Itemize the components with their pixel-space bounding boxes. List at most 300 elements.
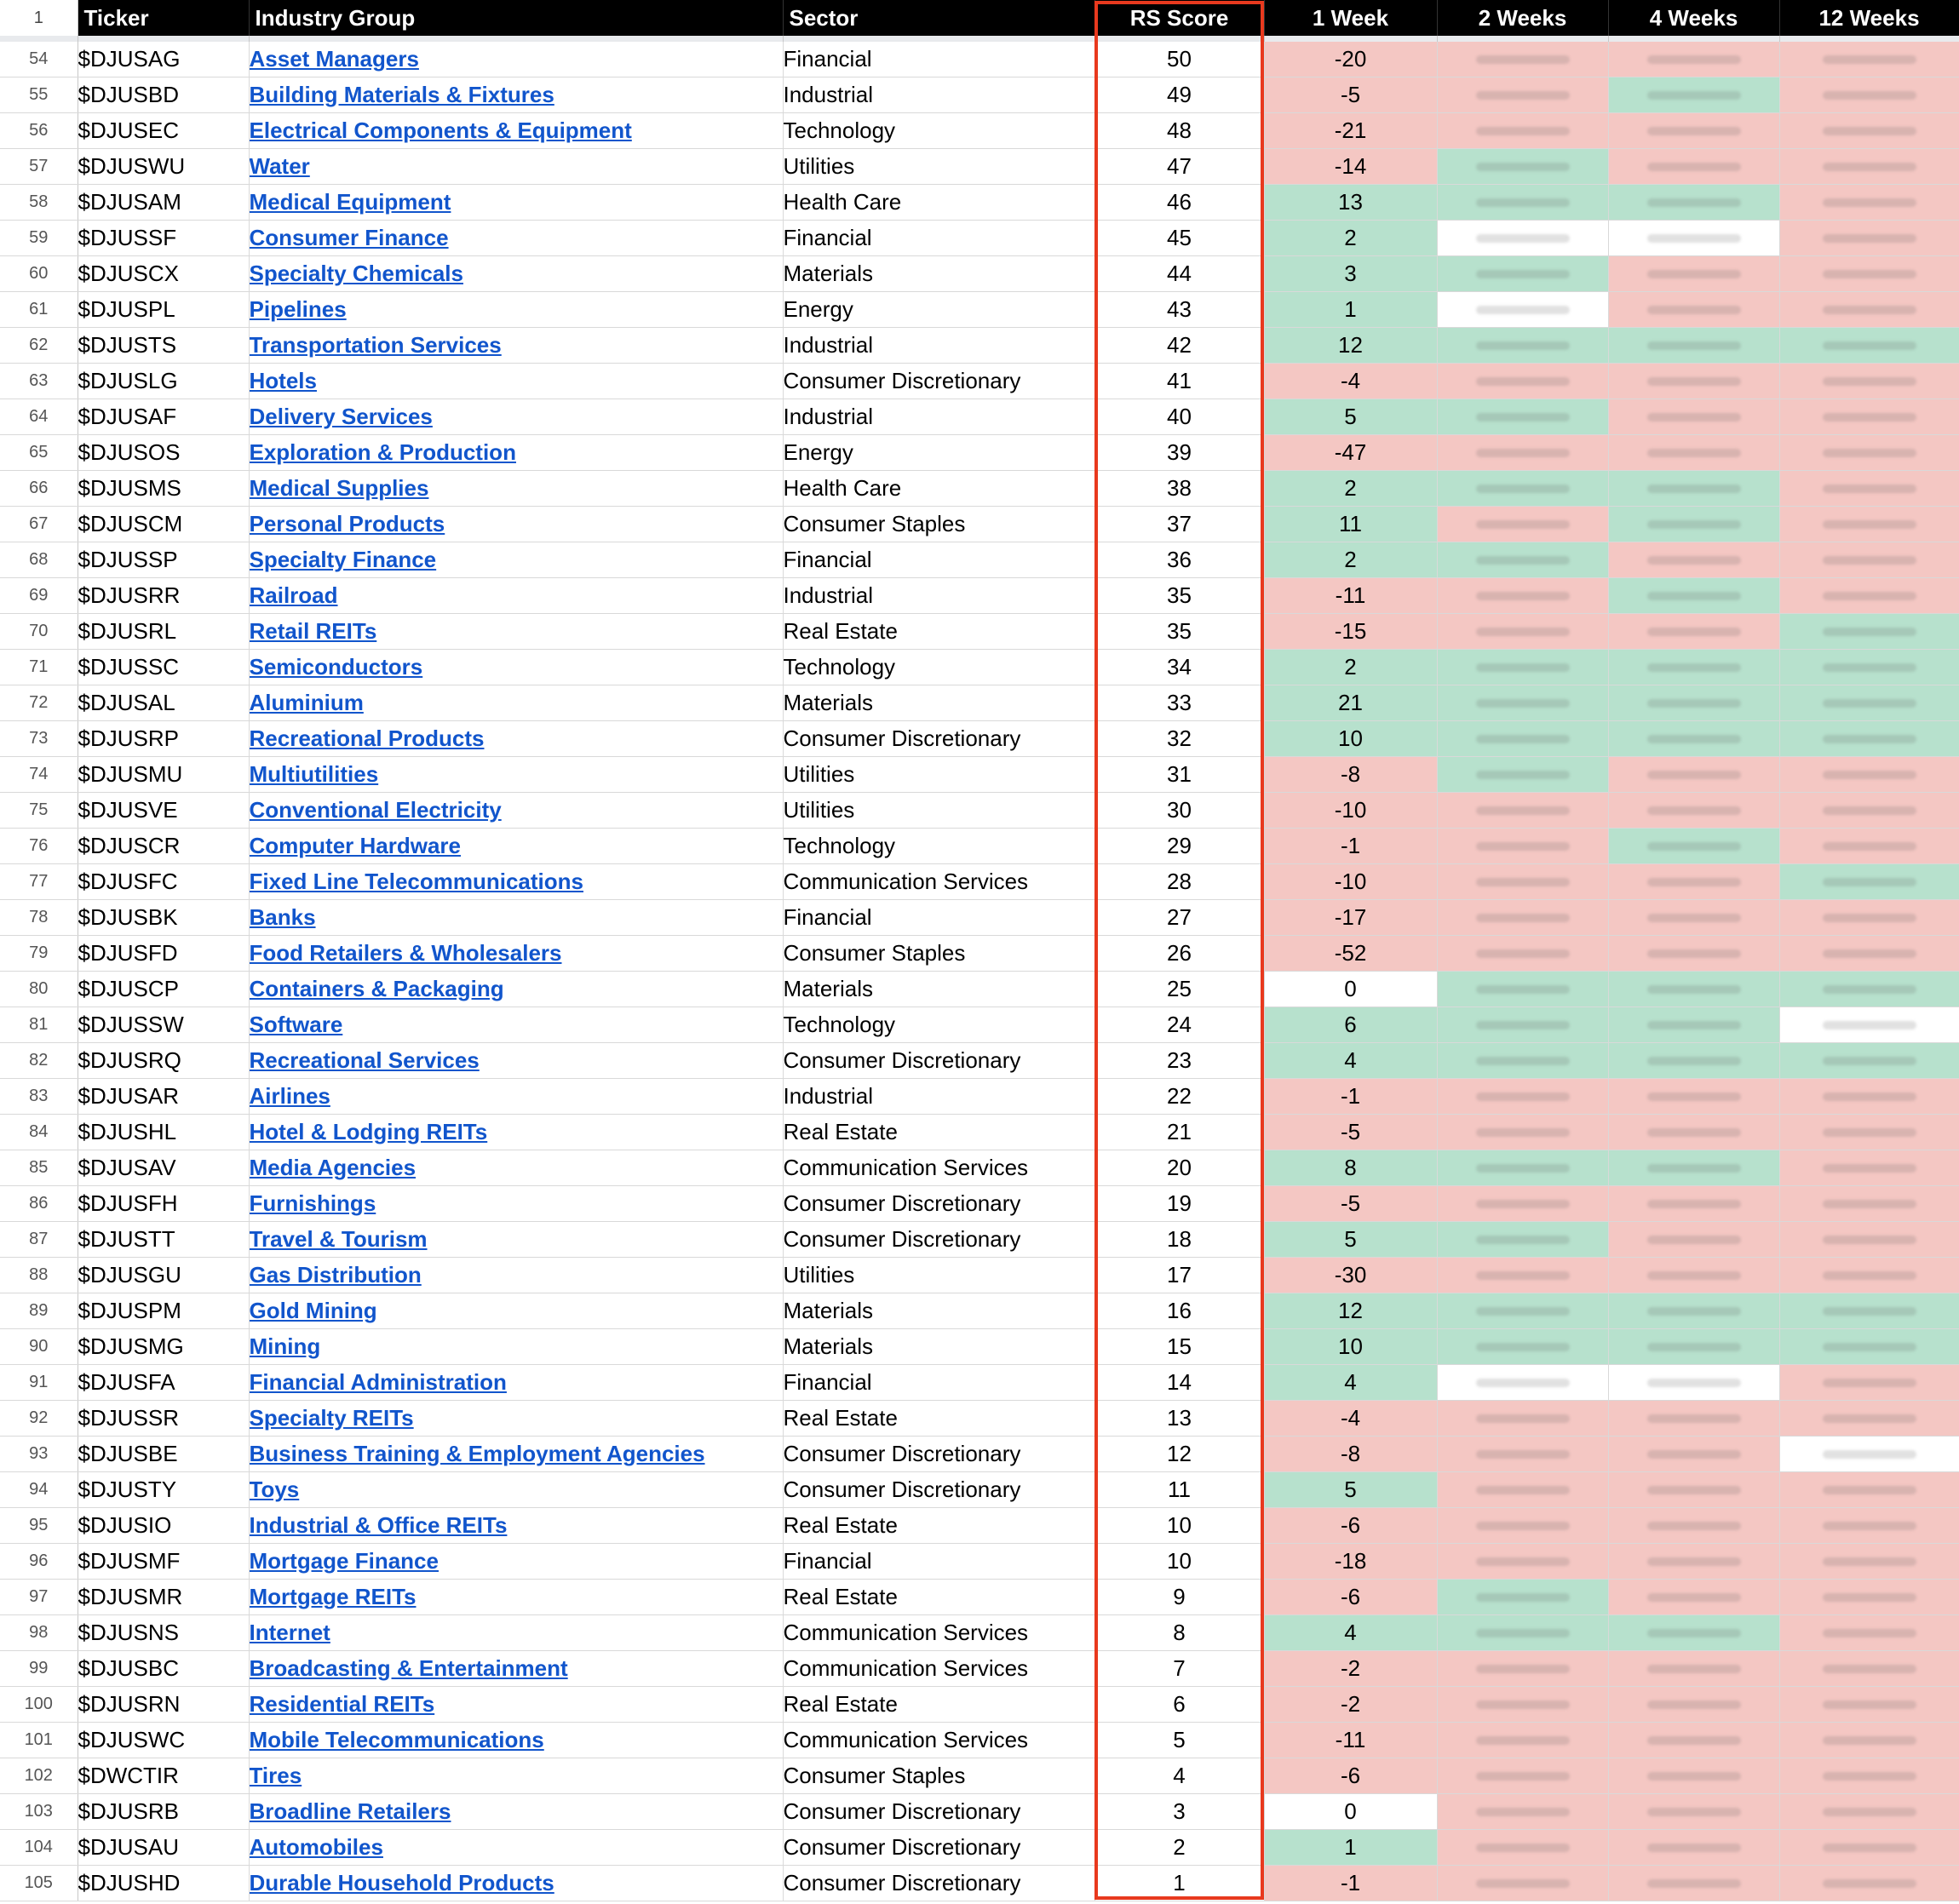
ticker-cell[interactable]: $DJUSTT <box>78 1222 249 1258</box>
ticker-cell[interactable]: $DJUSWU <box>78 149 249 185</box>
rs-score-cell[interactable]: 43 <box>1094 292 1264 328</box>
week-12-cell[interactable] <box>1779 1472 1959 1508</box>
sector-cell[interactable]: Communication Services <box>783 1615 1094 1651</box>
rs-score-cell[interactable]: 19 <box>1094 1186 1264 1222</box>
week-2-cell[interactable] <box>1437 1580 1608 1615</box>
industry-group-link[interactable]: Conventional Electricity <box>249 797 502 823</box>
week-12-cell[interactable] <box>1779 900 1959 936</box>
week-12-cell[interactable] <box>1779 471 1959 507</box>
industry-group-cell[interactable] <box>249 1615 783 1651</box>
week-1-cell[interactable]: 21 <box>1264 685 1437 721</box>
rs-score-cell[interactable]: 44 <box>1094 256 1264 292</box>
column-header-4-weeks[interactable]: 4 Weeks <box>1608 0 1779 36</box>
industry-group-link[interactable]: Broadcasting & Entertainment <box>249 1655 568 1681</box>
week-12-cell[interactable] <box>1779 1365 1959 1401</box>
ticker-cell[interactable]: $DJUSSP <box>78 542 249 578</box>
table-row[interactable] <box>0 793 1959 829</box>
week-4-cell[interactable] <box>1608 936 1779 972</box>
sector-cell[interactable]: Industrial <box>783 328 1094 364</box>
week-4-cell[interactable] <box>1608 757 1779 793</box>
ticker-cell[interactable]: $DJUSWC <box>78 1723 249 1758</box>
week-12-cell[interactable] <box>1779 685 1959 721</box>
ticker-cell[interactable]: $DJUSAG <box>78 42 249 77</box>
ticker-cell[interactable]: $DJUSMU <box>78 757 249 793</box>
ticker-cell[interactable]: $DJUSBE <box>78 1437 249 1472</box>
column-header-rs-score[interactable]: RS Score <box>1094 0 1264 36</box>
week-4-cell[interactable] <box>1608 614 1779 650</box>
week-2-cell[interactable] <box>1437 1007 1608 1043</box>
industry-group-link[interactable]: Specialty Chemicals <box>249 261 463 286</box>
rs-score-cell[interactable]: 32 <box>1094 721 1264 757</box>
week-1-cell[interactable]: -6 <box>1264 1758 1437 1794</box>
week-4-cell[interactable] <box>1608 1293 1779 1329</box>
week-4-cell[interactable] <box>1608 900 1779 936</box>
sector-cell[interactable]: Utilities <box>783 1258 1094 1293</box>
row-number[interactable]: 101 <box>0 1723 78 1758</box>
industry-group-link[interactable]: Building Materials & Fixtures <box>249 82 554 107</box>
rs-score-cell[interactable]: 31 <box>1094 757 1264 793</box>
table-row[interactable] <box>0 1329 1959 1365</box>
week-2-cell[interactable] <box>1437 1365 1608 1401</box>
rs-score-cell[interactable]: 17 <box>1094 1258 1264 1293</box>
week-1-cell[interactable]: 1 <box>1264 1830 1437 1866</box>
table-row[interactable] <box>0 399 1959 435</box>
industry-group-cell[interactable] <box>249 936 783 972</box>
row-number[interactable]: 60 <box>0 256 78 292</box>
week-12-cell[interactable] <box>1779 1293 1959 1329</box>
rs-score-cell[interactable]: 45 <box>1094 221 1264 256</box>
week-1-cell[interactable]: -6 <box>1264 1508 1437 1544</box>
industry-group-cell[interactable] <box>249 77 783 113</box>
week-12-cell[interactable] <box>1779 507 1959 542</box>
week-12-cell[interactable] <box>1779 328 1959 364</box>
ticker-cell[interactable]: $DJUSCX <box>78 256 249 292</box>
sector-cell[interactable]: Financial <box>783 42 1094 77</box>
industry-group-cell[interactable] <box>249 1293 783 1329</box>
sector-cell[interactable]: Materials <box>783 1293 1094 1329</box>
week-2-cell[interactable] <box>1437 1222 1608 1258</box>
row-number[interactable]: 78 <box>0 900 78 936</box>
week-12-cell[interactable] <box>1779 1830 1959 1866</box>
week-1-cell[interactable]: 13 <box>1264 185 1437 221</box>
week-4-cell[interactable] <box>1608 1115 1779 1150</box>
ticker-cell[interactable]: $DJUSAU <box>78 1830 249 1866</box>
week-1-cell[interactable]: -5 <box>1264 77 1437 113</box>
week-4-cell[interactable] <box>1608 1258 1779 1293</box>
row-number[interactable]: 69 <box>0 578 78 614</box>
week-12-cell[interactable] <box>1779 1580 1959 1615</box>
week-2-cell[interactable] <box>1437 42 1608 77</box>
week-1-cell[interactable]: -17 <box>1264 900 1437 936</box>
industry-group-link[interactable]: Recreational Services <box>249 1047 480 1073</box>
sector-cell[interactable]: Real Estate <box>783 1508 1094 1544</box>
week-2-cell[interactable] <box>1437 864 1608 900</box>
row-number[interactable]: 82 <box>0 1043 78 1079</box>
sector-cell[interactable]: Materials <box>783 685 1094 721</box>
industry-group-cell[interactable] <box>249 1508 783 1544</box>
row-number[interactable]: 83 <box>0 1079 78 1115</box>
industry-group-cell[interactable] <box>249 650 783 685</box>
week-1-cell[interactable]: -5 <box>1264 1186 1437 1222</box>
week-4-cell[interactable] <box>1608 507 1779 542</box>
industry-group-cell[interactable] <box>249 721 783 757</box>
week-2-cell[interactable] <box>1437 900 1608 936</box>
row-number[interactable]: 55 <box>0 77 78 113</box>
week-1-cell[interactable]: -47 <box>1264 435 1437 471</box>
week-12-cell[interactable] <box>1779 1508 1959 1544</box>
week-12-cell[interactable] <box>1779 113 1959 149</box>
ticker-cell[interactable]: $DJUSAF <box>78 399 249 435</box>
week-2-cell[interactable] <box>1437 793 1608 829</box>
industry-group-cell[interactable] <box>249 185 783 221</box>
week-4-cell[interactable] <box>1608 972 1779 1007</box>
sector-cell[interactable]: Energy <box>783 292 1094 328</box>
week-1-cell[interactable]: -10 <box>1264 864 1437 900</box>
industry-group-link[interactable]: Automobiles <box>249 1834 383 1860</box>
ticker-cell[interactable]: $DJUSFH <box>78 1186 249 1222</box>
ticker-cell[interactable]: $DJUSCR <box>78 829 249 864</box>
week-4-cell[interactable] <box>1608 256 1779 292</box>
week-2-cell[interactable] <box>1437 1293 1608 1329</box>
industry-group-cell[interactable] <box>249 328 783 364</box>
ticker-cell[interactable]: $DJUSVE <box>78 793 249 829</box>
sector-cell[interactable]: Health Care <box>783 471 1094 507</box>
week-1-cell[interactable]: -4 <box>1264 364 1437 399</box>
rs-score-cell[interactable]: 40 <box>1094 399 1264 435</box>
sector-cell[interactable]: Consumer Discretionary <box>783 1830 1094 1866</box>
sector-cell[interactable]: Technology <box>783 1007 1094 1043</box>
week-2-cell[interactable] <box>1437 578 1608 614</box>
industry-group-cell[interactable] <box>249 1329 783 1365</box>
industry-group-link[interactable]: Mortgage Finance <box>249 1548 439 1574</box>
table-row[interactable] <box>0 1723 1959 1758</box>
sector-cell[interactable]: Industrial <box>783 1079 1094 1115</box>
industry-group-cell[interactable] <box>249 900 783 936</box>
sector-cell[interactable]: Consumer Discretionary <box>783 364 1094 399</box>
table-row[interactable] <box>0 829 1959 864</box>
week-1-cell[interactable]: -1 <box>1264 1079 1437 1115</box>
week-12-cell[interactable] <box>1779 793 1959 829</box>
week-12-cell[interactable] <box>1779 364 1959 399</box>
ticker-cell[interactable]: $DJUSAR <box>78 1079 249 1115</box>
industry-group-link[interactable]: Exploration & Production <box>249 439 516 465</box>
row-number[interactable]: 77 <box>0 864 78 900</box>
rs-score-cell[interactable]: 10 <box>1094 1508 1264 1544</box>
week-1-cell[interactable]: -20 <box>1264 42 1437 77</box>
ticker-cell[interactable]: $DJUSLG <box>78 364 249 399</box>
ticker-cell[interactable]: $DJUSPM <box>78 1293 249 1329</box>
week-1-cell[interactable]: -4 <box>1264 1401 1437 1437</box>
ticker-cell[interactable]: $DWCTIR <box>78 1758 249 1794</box>
week-4-cell[interactable] <box>1608 685 1779 721</box>
row-number[interactable]: 90 <box>0 1329 78 1365</box>
industry-group-link[interactable]: Pipelines <box>249 296 347 322</box>
industry-group-link[interactable]: Medical Supplies <box>249 475 429 501</box>
table-row[interactable] <box>0 507 1959 542</box>
week-2-cell[interactable] <box>1437 77 1608 113</box>
week-4-cell[interactable] <box>1608 364 1779 399</box>
row-number[interactable]: 103 <box>0 1794 78 1830</box>
table-row[interactable] <box>0 1258 1959 1293</box>
table-row[interactable] <box>0 113 1959 149</box>
industry-group-link[interactable]: Toys <box>249 1477 300 1502</box>
rs-score-cell[interactable]: 8 <box>1094 1615 1264 1651</box>
industry-group-link[interactable]: Electrical Components & Equipment <box>249 118 632 143</box>
row-number[interactable]: 93 <box>0 1437 78 1472</box>
week-1-cell[interactable]: 2 <box>1264 221 1437 256</box>
week-12-cell[interactable] <box>1779 1329 1959 1365</box>
week-4-cell[interactable] <box>1608 113 1779 149</box>
week-4-cell[interactable] <box>1608 578 1779 614</box>
week-12-cell[interactable] <box>1779 149 1959 185</box>
industry-group-link[interactable]: Personal Products <box>249 511 445 536</box>
table-row[interactable] <box>0 1544 1959 1580</box>
week-12-cell[interactable] <box>1779 757 1959 793</box>
table-row[interactable] <box>0 1437 1959 1472</box>
table-row[interactable] <box>0 328 1959 364</box>
week-4-cell[interactable] <box>1608 650 1779 685</box>
industry-group-cell[interactable] <box>249 614 783 650</box>
week-1-cell[interactable]: 12 <box>1264 328 1437 364</box>
week-4-cell[interactable] <box>1608 42 1779 77</box>
ticker-cell[interactable]: $DJUSRL <box>78 614 249 650</box>
week-12-cell[interactable] <box>1779 1544 1959 1580</box>
week-1-cell[interactable]: 4 <box>1264 1043 1437 1079</box>
week-1-cell[interactable]: 10 <box>1264 721 1437 757</box>
sector-cell[interactable]: Communication Services <box>783 1723 1094 1758</box>
rs-score-cell[interactable]: 28 <box>1094 864 1264 900</box>
week-2-cell[interactable] <box>1437 471 1608 507</box>
ticker-cell[interactable]: $DJUSSR <box>78 1401 249 1437</box>
week-4-cell[interactable] <box>1608 1222 1779 1258</box>
week-2-cell[interactable] <box>1437 1401 1608 1437</box>
industry-group-link[interactable]: Gas Distribution <box>249 1262 422 1287</box>
ticker-cell[interactable]: $DJUSFC <box>78 864 249 900</box>
ticker-cell[interactable]: $DJUSRQ <box>78 1043 249 1079</box>
week-1-cell[interactable]: -6 <box>1264 1580 1437 1615</box>
week-4-cell[interactable] <box>1608 221 1779 256</box>
column-header-12-weeks[interactable]: 12 Weeks <box>1779 0 1959 36</box>
rs-score-cell[interactable]: 20 <box>1094 1150 1264 1186</box>
sector-cell[interactable]: Real Estate <box>783 1580 1094 1615</box>
row-number[interactable]: 105 <box>0 1866 78 1901</box>
ticker-cell[interactable]: $DJUSHD <box>78 1866 249 1901</box>
table-row[interactable] <box>0 1365 1959 1401</box>
row-number[interactable]: 79 <box>0 936 78 972</box>
ticker-cell[interactable]: $DJUSRN <box>78 1687 249 1723</box>
week-1-cell[interactable]: -15 <box>1264 614 1437 650</box>
week-4-cell[interactable] <box>1608 1329 1779 1365</box>
industry-group-link[interactable]: Medical Equipment <box>249 189 451 215</box>
industry-group-link[interactable]: Internet <box>249 1620 330 1645</box>
sector-cell[interactable]: Financial <box>783 542 1094 578</box>
week-12-cell[interactable] <box>1779 221 1959 256</box>
week-4-cell[interactable] <box>1608 1186 1779 1222</box>
rs-score-cell[interactable]: 22 <box>1094 1079 1264 1115</box>
ticker-cell[interactable]: $DJUSBD <box>78 77 249 113</box>
ticker-cell[interactable]: $DJUSCP <box>78 972 249 1007</box>
week-2-cell[interactable] <box>1437 1079 1608 1115</box>
sector-cell[interactable]: Consumer Discretionary <box>783 1043 1094 1079</box>
column-header-industry-group[interactable]: Industry Group <box>249 0 783 36</box>
industry-group-cell[interactable] <box>249 1222 783 1258</box>
column-header-ticker[interactable]: Ticker <box>78 0 249 36</box>
row-number[interactable]: 86 <box>0 1186 78 1222</box>
rs-score-cell[interactable]: 49 <box>1094 77 1264 113</box>
sector-cell[interactable]: Financial <box>783 1365 1094 1401</box>
week-1-cell[interactable]: -1 <box>1264 1866 1437 1901</box>
sector-cell[interactable]: Consumer Discretionary <box>783 721 1094 757</box>
rs-score-cell[interactable]: 2 <box>1094 1830 1264 1866</box>
industry-group-cell[interactable] <box>249 292 783 328</box>
week-2-cell[interactable] <box>1437 1043 1608 1079</box>
ticker-cell[interactable]: $DJUSTY <box>78 1472 249 1508</box>
week-4-cell[interactable] <box>1608 471 1779 507</box>
industry-group-cell[interactable] <box>249 1830 783 1866</box>
week-4-cell[interactable] <box>1608 1472 1779 1508</box>
industry-group-link[interactable]: Computer Hardware <box>249 833 461 858</box>
industry-group-link[interactable]: Hotels <box>249 368 317 393</box>
industry-group-cell[interactable] <box>249 364 783 399</box>
week-12-cell[interactable] <box>1779 292 1959 328</box>
week-12-cell[interactable] <box>1779 1687 1959 1723</box>
ticker-cell[interactable]: $DJUSFD <box>78 936 249 972</box>
table-row[interactable] <box>0 685 1959 721</box>
table-row[interactable] <box>0 1007 1959 1043</box>
row-number[interactable]: 64 <box>0 399 78 435</box>
sector-cell[interactable]: Utilities <box>783 149 1094 185</box>
sector-cell[interactable]: Industrial <box>783 399 1094 435</box>
table-row[interactable] <box>0 1079 1959 1115</box>
row-number[interactable]: 62 <box>0 328 78 364</box>
week-12-cell[interactable] <box>1779 972 1959 1007</box>
industry-group-link[interactable]: Banks <box>249 904 316 930</box>
week-2-cell[interactable] <box>1437 1508 1608 1544</box>
week-12-cell[interactable] <box>1779 936 1959 972</box>
week-2-cell[interactable] <box>1437 221 1608 256</box>
week-2-cell[interactable] <box>1437 757 1608 793</box>
industry-group-cell[interactable] <box>249 972 783 1007</box>
ticker-cell[interactable]: $DJUSMF <box>78 1544 249 1580</box>
industry-group-cell[interactable] <box>249 1651 783 1687</box>
week-2-cell[interactable] <box>1437 1866 1608 1901</box>
ticker-cell[interactable]: $DJUSOS <box>78 435 249 471</box>
week-2-cell[interactable] <box>1437 1651 1608 1687</box>
table-row[interactable] <box>0 614 1959 650</box>
week-1-cell[interactable]: 12 <box>1264 1293 1437 1329</box>
row-number[interactable]: 67 <box>0 507 78 542</box>
ticker-cell[interactable]: $DJUSRB <box>78 1794 249 1830</box>
ticker-cell[interactable]: $DJUSAV <box>78 1150 249 1186</box>
industry-group-cell[interactable] <box>249 1365 783 1401</box>
industry-group-link[interactable]: Software <box>249 1012 343 1037</box>
rs-score-cell[interactable]: 39 <box>1094 435 1264 471</box>
week-4-cell[interactable] <box>1608 1651 1779 1687</box>
rs-score-cell[interactable]: 13 <box>1094 1401 1264 1437</box>
week-2-cell[interactable] <box>1437 721 1608 757</box>
industry-group-link[interactable]: Delivery Services <box>249 404 433 429</box>
week-12-cell[interactable] <box>1779 1866 1959 1901</box>
industry-group-link[interactable]: Consumer Finance <box>249 225 449 250</box>
week-12-cell[interactable] <box>1779 542 1959 578</box>
week-4-cell[interactable] <box>1608 1830 1779 1866</box>
rs-score-cell[interactable]: 7 <box>1094 1651 1264 1687</box>
industry-group-link[interactable]: Durable Household Products <box>249 1870 554 1895</box>
week-2-cell[interactable] <box>1437 1150 1608 1186</box>
week-4-cell[interactable] <box>1608 1687 1779 1723</box>
week-1-cell[interactable]: 6 <box>1264 1007 1437 1043</box>
row-number[interactable]: 56 <box>0 113 78 149</box>
week-1-cell[interactable]: 2 <box>1264 471 1437 507</box>
sector-cell[interactable]: Energy <box>783 435 1094 471</box>
table-row[interactable] <box>0 1687 1959 1723</box>
week-2-cell[interactable] <box>1437 1687 1608 1723</box>
sector-cell[interactable]: Financial <box>783 1544 1094 1580</box>
sector-cell[interactable]: Consumer Discretionary <box>783 1794 1094 1830</box>
rs-score-cell[interactable]: 1 <box>1094 1866 1264 1901</box>
rs-score-cell[interactable]: 36 <box>1094 542 1264 578</box>
week-12-cell[interactable] <box>1779 614 1959 650</box>
table-row[interactable] <box>0 757 1959 793</box>
ticker-cell[interactable]: $DJUSAM <box>78 185 249 221</box>
row-number[interactable]: 102 <box>0 1758 78 1794</box>
week-12-cell[interactable] <box>1779 1222 1959 1258</box>
industry-group-link[interactable]: Asset Managers <box>249 46 419 72</box>
ticker-cell[interactable]: $DJUSBC <box>78 1651 249 1687</box>
week-2-cell[interactable] <box>1437 614 1608 650</box>
week-1-cell[interactable]: -1 <box>1264 829 1437 864</box>
sector-cell[interactable]: Real Estate <box>783 1687 1094 1723</box>
sector-cell[interactable]: Consumer Discretionary <box>783 1866 1094 1901</box>
table-row[interactable] <box>0 77 1959 113</box>
industry-group-link[interactable]: Media Agencies <box>249 1155 417 1180</box>
week-4-cell[interactable] <box>1608 1758 1779 1794</box>
week-12-cell[interactable] <box>1779 1115 1959 1150</box>
industry-group-link[interactable]: Specialty REITs <box>249 1405 414 1431</box>
week-4-cell[interactable] <box>1608 793 1779 829</box>
industry-group-cell[interactable] <box>249 149 783 185</box>
week-1-cell[interactable]: -11 <box>1264 1723 1437 1758</box>
row-number[interactable]: 76 <box>0 829 78 864</box>
industry-group-link[interactable]: Retail REITs <box>249 618 377 644</box>
table-row[interactable] <box>0 721 1959 757</box>
week-12-cell[interactable] <box>1779 1150 1959 1186</box>
industry-group-link[interactable]: Mining <box>249 1333 321 1359</box>
week-4-cell[interactable] <box>1608 1794 1779 1830</box>
table-row[interactable] <box>0 1186 1959 1222</box>
week-12-cell[interactable] <box>1779 435 1959 471</box>
row-number[interactable]: 88 <box>0 1258 78 1293</box>
rs-score-cell[interactable]: 48 <box>1094 113 1264 149</box>
week-4-cell[interactable] <box>1608 292 1779 328</box>
ticker-cell[interactable]: $DJUSFA <box>78 1365 249 1401</box>
industry-group-link[interactable]: Travel & Tourism <box>249 1226 428 1252</box>
rs-score-cell[interactable]: 10 <box>1094 1544 1264 1580</box>
rs-score-cell[interactable]: 4 <box>1094 1758 1264 1794</box>
week-1-cell[interactable]: -5 <box>1264 1115 1437 1150</box>
week-4-cell[interactable] <box>1608 185 1779 221</box>
row-number[interactable]: 70 <box>0 614 78 650</box>
table-row[interactable] <box>0 864 1959 900</box>
rs-score-cell[interactable]: 29 <box>1094 829 1264 864</box>
rs-score-cell[interactable]: 5 <box>1094 1723 1264 1758</box>
week-1-cell[interactable]: 10 <box>1264 1329 1437 1365</box>
industry-group-cell[interactable] <box>249 793 783 829</box>
row-number[interactable]: 61 <box>0 292 78 328</box>
week-4-cell[interactable] <box>1608 542 1779 578</box>
week-2-cell[interactable] <box>1437 185 1608 221</box>
week-4-cell[interactable] <box>1608 77 1779 113</box>
